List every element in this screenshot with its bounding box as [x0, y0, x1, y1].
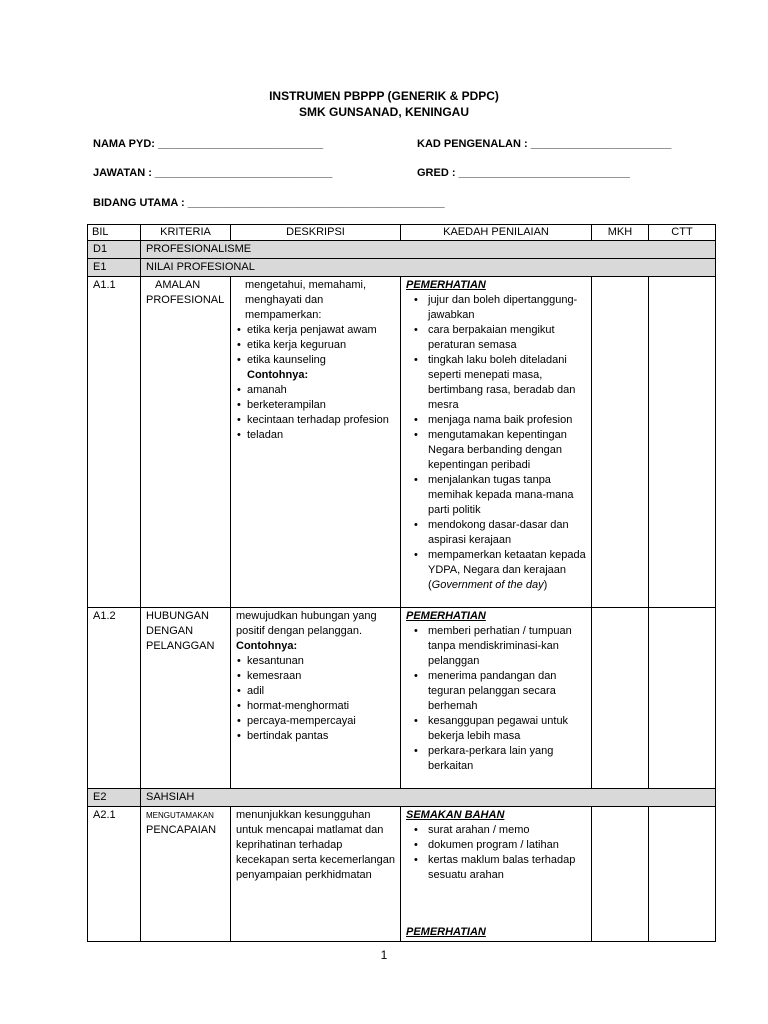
list-item: • cara berpakaian mengikut peraturan semasa: [406, 323, 586, 353]
list-item: • bertindak pantas: [236, 729, 395, 744]
kriteria-line: HUBUNGAN: [146, 610, 209, 622]
kriteria-line: AMALAN: [155, 279, 201, 291]
list-item: • kertas maklum balas terhadap sesuatu arahan: [406, 853, 586, 883]
row-code: A1.1: [88, 277, 141, 608]
desc-line: mempamerkan:: [245, 309, 322, 321]
section-label: NILAI PROFESIONAL: [141, 259, 716, 277]
method-label: PEMERHATIAN: [406, 610, 486, 622]
bidang-utama-field: BIDANG UTAMA : __________________________________________: [93, 197, 445, 209]
list-item: • menjalankan tugas tanpa memihak kepada mana-mana parti politik: [406, 473, 586, 518]
row-kaedah: [401, 608, 592, 789]
kaedah-list: [406, 293, 586, 593]
kriteria-line: PELANGGAN: [146, 640, 215, 652]
list-item: • perkara-perkara lain yang berkaitan: [406, 744, 586, 774]
section-code: E1: [88, 259, 141, 277]
list-item: • tingkah laku boleh diteladani seperti menepati masa, bertimbang rasa, beradab dan mesra: [406, 353, 586, 413]
header-kriteria: KRITERIA: [141, 225, 231, 241]
section-row-d1: [88, 241, 716, 259]
section-code: E2: [88, 789, 141, 807]
jawatan-field: JAWATAN : _____________________________: [93, 167, 333, 179]
row-code: A2.1: [88, 807, 141, 942]
method-label-2: PEMERHATIAN: [406, 926, 486, 938]
mkh-cell[interactable]: [592, 608, 649, 789]
contoh-list: [236, 383, 395, 443]
ctt-cell[interactable]: [649, 277, 716, 608]
document-title: INSTRUMEN PBPPP (GENERIK & PDPC): [269, 89, 499, 103]
header-kaedah: KAEDAH PENILAIAN: [401, 225, 592, 241]
contoh-label: Contohnya:: [247, 369, 309, 381]
row-deskripsi: [231, 277, 401, 608]
item-italic-text: Government of the day: [431, 579, 544, 591]
item-text: ): [543, 579, 548, 591]
kriteria-line: PENCAPAIAN: [146, 824, 217, 836]
kaedah-list: [406, 624, 586, 774]
item-text: mempamerkan ketaatan kepada YDPA, Negara dan kerajaan (: [428, 549, 586, 591]
row-kriteria: [141, 608, 231, 789]
section-row-e2: [88, 789, 716, 807]
mkh-cell[interactable]: [592, 807, 649, 942]
desc-text: menunjukkan kesungguhan untuk mencapai matlamat dan keprihatinan terhadap kecekapan serta kecemerlangan penyampaian perkhidmatan: [236, 809, 395, 881]
method-label: PEMERHATIAN: [406, 279, 486, 291]
ctt-cell[interactable]: [649, 608, 716, 789]
list-item: • jujur dan boleh dipertanggung-jawabkan: [406, 293, 586, 323]
list-item: • menerima pandangan dan teguran pelanggan secara berhemah: [406, 669, 586, 714]
list-item: • kemesraan: [236, 669, 395, 684]
assessment-table: [87, 224, 716, 942]
school-name: SMK GUNSANAD, KENINGAU: [298, 105, 469, 119]
list-item: • kesantunan: [236, 654, 395, 669]
list-item: • amanah: [236, 383, 395, 398]
contoh-list: [236, 654, 395, 744]
table-row: [88, 807, 716, 942]
list-item: • dokumen program / latihan: [406, 838, 586, 853]
list-item: [406, 548, 586, 593]
list-item: • adil: [236, 684, 395, 699]
row-kaedah: [401, 807, 592, 942]
list-item: • etika kaunseling: [236, 353, 395, 368]
nama-pyd-field: NAMA PYD: ___________________________: [93, 138, 324, 150]
section-code: D1: [88, 241, 141, 259]
row-deskripsi: [231, 608, 401, 789]
desc-line: mengetahui, memahami,: [245, 279, 367, 291]
desc-intro: mewujudkan hubungan yang positif dengan pelanggan.: [236, 610, 377, 637]
header-deskripsi: DESKRIPSI: [231, 225, 401, 241]
list-item: • etika kerja penjawat awam: [236, 323, 395, 338]
list-item: • etika kerja keguruan: [236, 338, 395, 353]
list-item: • mendokong dasar-dasar dan aspirasi kerajaan: [406, 518, 586, 548]
section-label: PROFESIONALISME: [141, 241, 716, 259]
header-ctt: CTT: [649, 225, 716, 241]
list-item: • surat arahan / memo: [406, 823, 586, 838]
kriteria-line: MENGUTAMAKAN: [146, 811, 214, 820]
contoh-label: Contohnya:: [236, 640, 298, 652]
gred-field: GRED : ____________________________: [417, 167, 630, 179]
desc-list: [236, 323, 395, 368]
table-row: [88, 608, 716, 789]
table-header-row: [88, 225, 716, 241]
list-item: • berketerampilan: [236, 398, 395, 413]
header-mkh: MKH: [592, 225, 649, 241]
row-code: A1.2: [88, 608, 141, 789]
table-row: [88, 277, 716, 608]
kriteria-line: DENGAN: [146, 625, 194, 637]
list-item: • mengutamakan kepentingan Negara berbanding dengan kepentingan peribadi: [406, 428, 586, 473]
row-kriteria: [141, 807, 231, 942]
method-label: SEMAKAN BAHAN: [406, 809, 505, 821]
list-item: • hormat-menghormati: [236, 699, 395, 714]
header-bil: BIL: [88, 225, 141, 241]
ctt-cell[interactable]: [649, 807, 716, 942]
row-kaedah: [401, 277, 592, 608]
kriteria-line: PROFESIONAL: [146, 294, 225, 306]
list-item: • memberi perhatian / tumpuan tanpa mendiskriminasi-kan pelanggan: [406, 624, 586, 669]
row-deskripsi: [231, 807, 401, 942]
mkh-cell[interactable]: [592, 277, 649, 608]
kad-pengenalan-field: KAD PENGENALAN : _______________________: [417, 138, 672, 150]
list-item: • percaya-mempercayai: [236, 714, 395, 729]
page-number: 1: [380, 948, 388, 962]
list-item: • kecintaan terhadap profesion: [236, 413, 395, 428]
kaedah-list: [406, 823, 586, 883]
section-label: SAHSIAH: [141, 789, 716, 807]
list-item: • kesanggupan pegawai untuk bekerja lebih masa: [406, 714, 586, 744]
list-item: • teladan: [236, 428, 395, 443]
desc-line: menghayati dan: [245, 294, 324, 306]
list-item: • menjaga nama baik profesion: [406, 413, 586, 428]
row-kriteria: [141, 277, 231, 608]
section-row-e1: [88, 259, 716, 277]
